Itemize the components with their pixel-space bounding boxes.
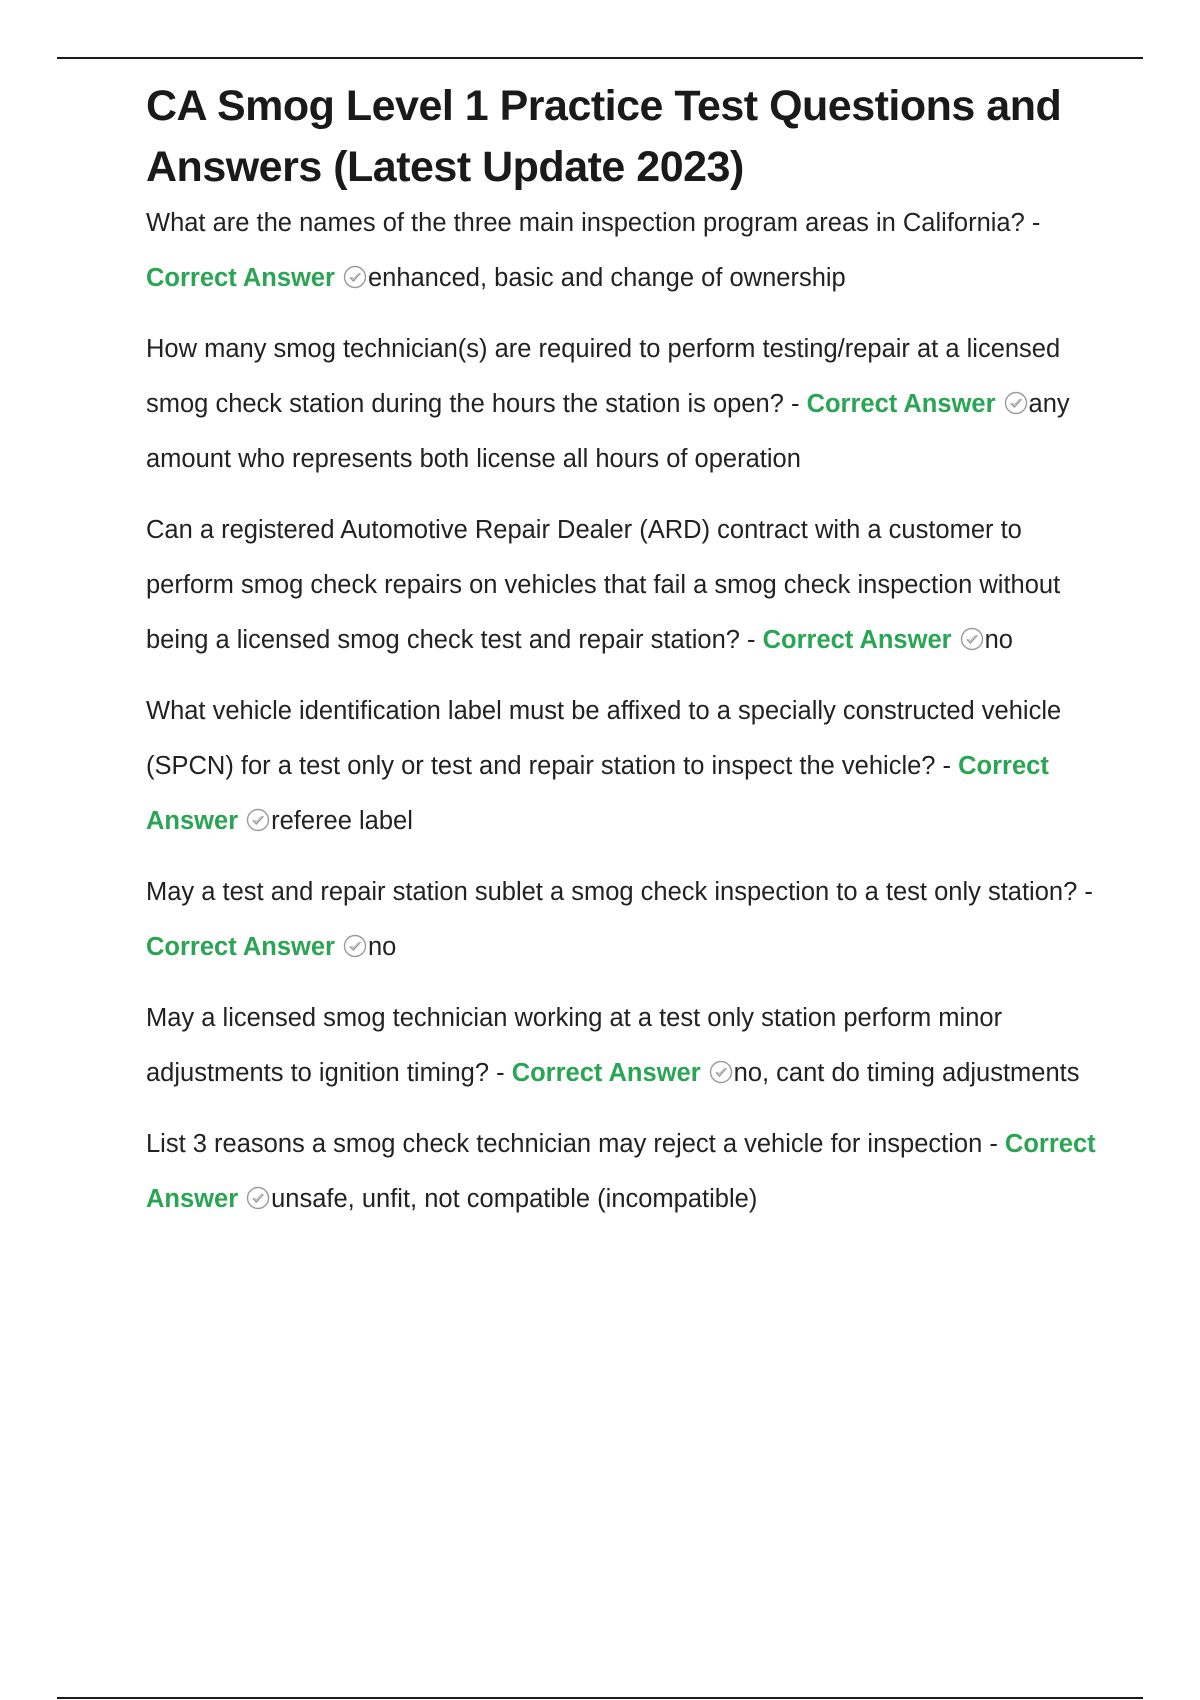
document-body xyxy=(146,76,1096,1243)
check-circle-icon xyxy=(709,1060,733,1084)
correct-answer-label: Correct Answer xyxy=(146,1130,1096,1213)
qa-item xyxy=(146,684,1096,849)
answer-text: unsafe, unfit, not compatible (incompatible) xyxy=(271,1185,758,1213)
bottom-rule xyxy=(57,1697,1143,1699)
check-circle-icon xyxy=(246,808,270,832)
question-text: Can a registered Automotive Repair Dealer (ARD) contract with a customer to perform smog check repairs on vehicles that fail a smog check inspection without being a licensed smog check test and repair station? - xyxy=(146,516,1061,654)
check-circle-icon xyxy=(1004,391,1028,415)
qa-item xyxy=(146,322,1096,487)
question-text: How many smog technician(s) are required to perform testing/repair at a licensed smog check station during the hours the station is open? - xyxy=(146,335,1061,418)
answer-text: no, cant do timing adjustments xyxy=(733,1059,1080,1087)
qa-item xyxy=(146,991,1096,1101)
correct-answer-label: Correct Answer xyxy=(806,390,996,418)
top-rule xyxy=(57,57,1143,59)
question-text: May a test and repair station sublet a smog check inspection to a test only station? - xyxy=(146,878,1093,906)
correct-answer-label: Correct Answer xyxy=(146,264,335,292)
question-text: What are the names of the three main inspection program areas in California? - xyxy=(146,209,1041,237)
qa-list xyxy=(146,196,1096,1227)
correct-answer-label: Correct Answer xyxy=(511,1059,701,1087)
correct-answer-label: Correct Answer xyxy=(146,933,335,961)
correct-answer-label: Correct Answer xyxy=(762,626,952,654)
question-text: What vehicle identification label must be affixed to a specially constructed vehicle (SPCN) for a test only or test and repair station to inspect the vehicle? - xyxy=(146,697,1062,780)
check-circle-icon xyxy=(343,934,367,958)
answer-text: any amount who represents both license all hours of operation xyxy=(146,390,1070,473)
question-text: List 3 reasons a smog check technician may reject a vehicle for inspection - xyxy=(146,1130,1005,1158)
correct-answer-label: Correct Answer xyxy=(146,752,1049,835)
qa-item xyxy=(146,865,1096,975)
answer-text: enhanced, basic and change of ownership xyxy=(367,264,846,292)
document-title: CA Smog Level 1 Practice Test Questions and Answers (Latest Update 2023) xyxy=(146,82,1062,191)
qa-item xyxy=(146,503,1096,668)
qa-item xyxy=(146,196,1096,306)
answer-text: no xyxy=(984,626,1013,654)
answer-text: referee label xyxy=(271,807,413,835)
check-circle-icon xyxy=(343,265,367,289)
check-circle-icon xyxy=(960,627,984,651)
qa-item xyxy=(146,1117,1096,1227)
check-circle-icon xyxy=(246,1186,270,1210)
answer-text: no xyxy=(367,933,397,961)
question-text: May a licensed smog technician working at a test only station perform minor adjustments to ignition timing? - xyxy=(146,1004,1003,1087)
